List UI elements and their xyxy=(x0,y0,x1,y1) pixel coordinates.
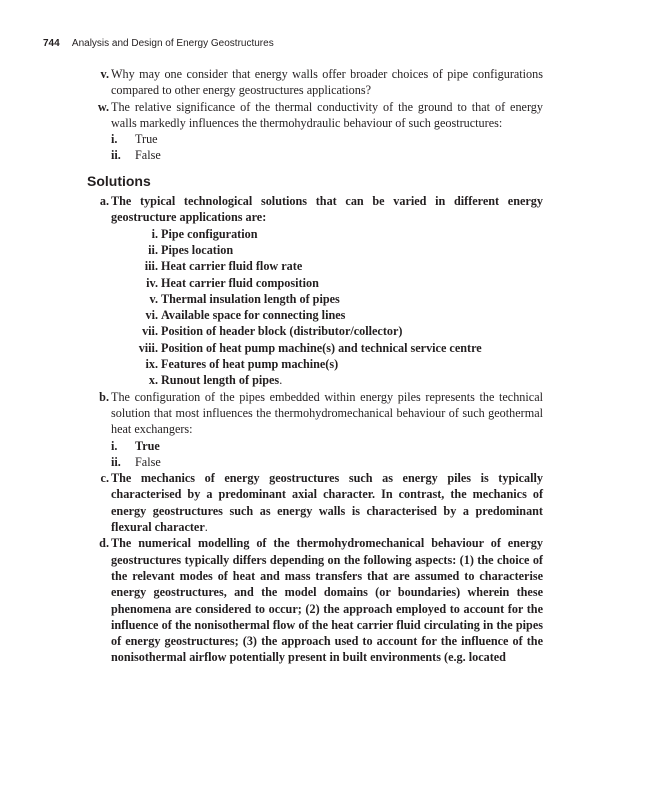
question-w xyxy=(89,99,543,164)
solution-c xyxy=(89,470,543,535)
option-label: ii. xyxy=(111,148,121,163)
option-text: False xyxy=(135,454,161,469)
question-v xyxy=(89,66,543,99)
list-item xyxy=(111,242,543,258)
list-text: Heat carrier fluid composition xyxy=(161,275,319,290)
list-item xyxy=(111,226,543,242)
solution-label: d. xyxy=(99,536,109,551)
option-text: False xyxy=(135,148,161,163)
list-label: iii. xyxy=(144,259,158,274)
list-label: ix. xyxy=(145,357,158,372)
solution-text: The mechanics of energy geostructures such as energy piles is typically characterised by a predominant axial character. In contrast, the mechanics of energy geostructures such as energy walls is characterised by a predominant flexural character xyxy=(111,471,543,535)
list-label: i. xyxy=(151,226,158,241)
list-label: ii. xyxy=(148,242,158,257)
running-title: Analysis and Design of Energy Geostructures xyxy=(71,38,274,49)
list-text: Available space for connecting lines xyxy=(161,308,346,323)
list-text: Position of heat pump machine(s) and technical service centre xyxy=(161,340,482,355)
solution-text: The configuration of the pipes embedded within energy piles represents the technical solution that most influences the thermohydromechanical behaviour of such geothermal heat exchangers: xyxy=(111,389,543,437)
list-label: vii. xyxy=(142,324,158,339)
solution-a xyxy=(89,193,543,389)
page-number: 744 xyxy=(43,38,60,49)
trailing-period: . xyxy=(204,520,208,535)
list-item xyxy=(111,372,543,388)
trailing-period: . xyxy=(279,373,283,388)
question-text: The relative significance of the thermal conductivity of the ground to that of energy walls markedly influences the thermohydraulic behaviour of such geostructures: xyxy=(111,99,543,130)
list-label: vi. xyxy=(145,308,158,323)
question-label: w. xyxy=(97,99,109,114)
solution-label: c. xyxy=(100,471,109,486)
list-label: viii. xyxy=(138,340,158,355)
list-item xyxy=(111,258,543,274)
option-text: True xyxy=(135,132,158,147)
list-text: Heat carrier fluid flow rate xyxy=(161,259,303,274)
solution-b xyxy=(89,389,543,470)
list-label: v. xyxy=(149,291,158,306)
solution-text: The typical technological solutions that can be varied in different energy geostructure applications are: xyxy=(111,194,543,225)
list-text: Runout length of pipes xyxy=(161,373,280,388)
option-label: i. xyxy=(111,438,118,453)
list-text: Position of header block (distributor/collector) xyxy=(161,324,403,339)
option-text: True xyxy=(135,438,160,453)
option-label: i. xyxy=(111,132,118,147)
list-item xyxy=(111,291,543,307)
list-item xyxy=(111,356,543,372)
list-item xyxy=(111,307,543,323)
list-text: Pipes location xyxy=(161,242,234,257)
solution-d xyxy=(89,535,543,665)
list-item xyxy=(111,323,543,339)
question-label: v. xyxy=(100,67,109,81)
solution-label: a. xyxy=(99,194,109,209)
running-header xyxy=(43,38,274,49)
list-text: Thermal insulation length of pipes xyxy=(161,291,340,306)
solution-text: The numerical modelling of the thermohydromechanical behaviour of energy geostructures typically differs depending on the following aspects: (1) the choice of the relevant modes of heat and mass transfers that are assumed to characterise energy geostructures, and the model domains (or boundaries) wherein these phenomena are considered to occur; (2) the approach employed to account for the influence of the nonisothermal flow of the heat carrier fluid circulating in the pipes of energy geostructures; (3) the approach used to account for the influence of the nonisothermal airflow potentially present in built environments (e.g. located xyxy=(111,536,543,665)
option-true xyxy=(111,438,543,454)
option-false xyxy=(111,454,543,470)
option-true xyxy=(111,131,543,147)
question-text: Why may one consider that energy walls offer broader choices of pipe configurations compared to other energy geostructures applications? xyxy=(111,67,543,98)
option-label: ii. xyxy=(111,454,121,469)
list-label: iv. xyxy=(146,275,158,290)
option-false xyxy=(111,147,543,163)
list-text: Features of heat pump machine(s) xyxy=(161,357,339,372)
list-text: Pipe configuration xyxy=(161,226,258,241)
list-item xyxy=(111,275,543,291)
page-body xyxy=(89,66,543,666)
list-item xyxy=(111,340,543,356)
list-label: x. xyxy=(148,373,158,388)
solution-label: b. xyxy=(99,389,109,404)
solutions-heading: Solutions xyxy=(87,172,151,189)
